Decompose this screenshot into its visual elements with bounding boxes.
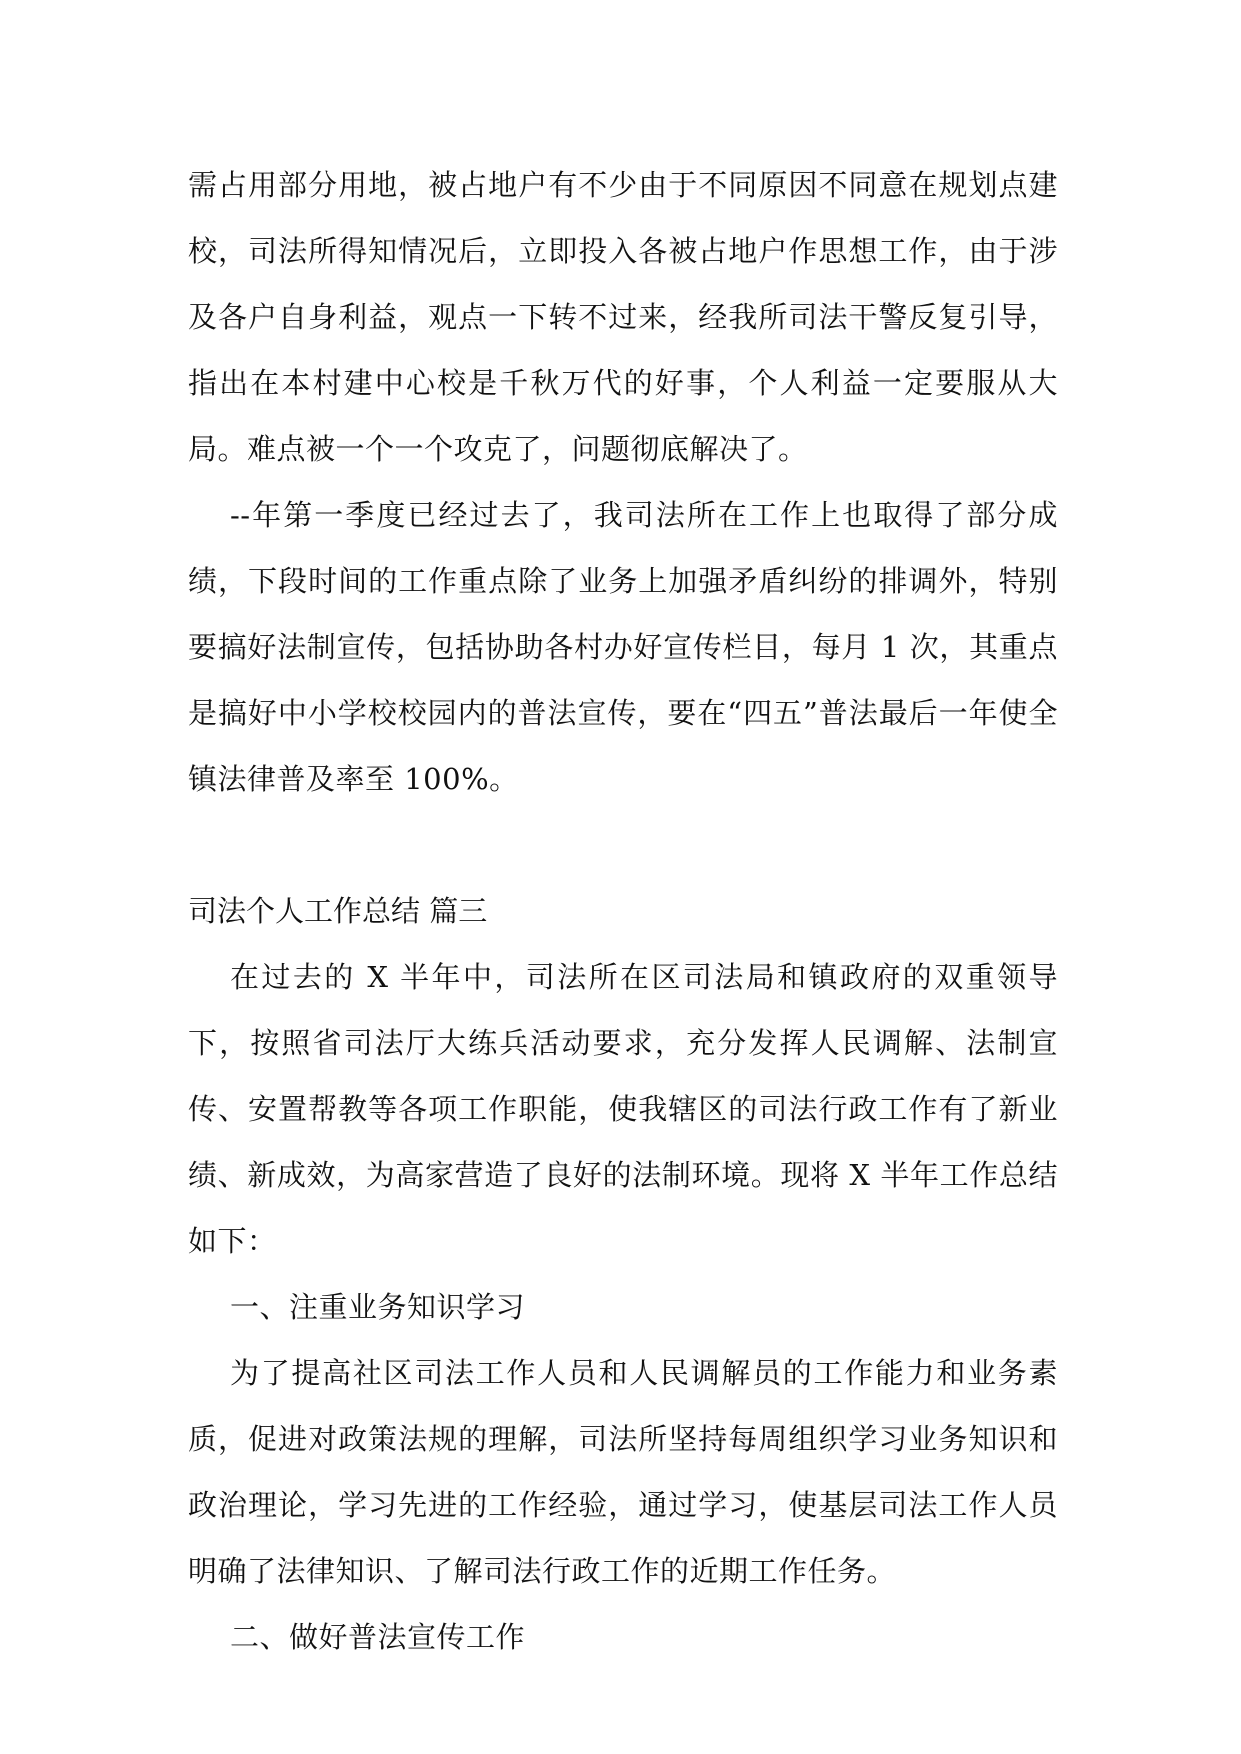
paragraph-continued: 需占用部分用地，被占地户有不少由于不同原因不同意在规划点建校，司法所得知情况后，立即投入各被占地户作思想工作，由于涉及各户自身利益，观点一下转不过来，经我所司法干警反复引导，指出在本村建中心校是千秋万代的好事，个人利益一定要服从大局。难点被一个一个攻克了，问题彻底解决了。 <box>188 168 1058 466</box>
document-body <box>188 152 1058 1670</box>
paragraph-intro: 在过去的 X 半年中，司法所在区司法局和镇政府的双重领导下，按照省司法厅大练兵活动要求，充分发挥人民调解、法制宣传、安置帮教等各项工作职能，使我辖区的司法行政工作有了新业绩、新成效，为高家营造了良好的法制环境。现将 X 半年工作总结如下： <box>188 960 1058 1258</box>
paragraph-item-1: 为了提高社区司法工作人员和人民调解员的工作能力和业务素质，促进对政策法规的理解，司法所坚持每周组织学习业务知识和政治理论，学习先进的工作经验，通过学习，使基层司法工作人员明确了法律知识、了解司法行政工作的近期工作任务。 <box>188 1356 1058 1588</box>
heading-item-2: 二、做好普法宣传工作 <box>230 1620 526 1654</box>
section-spacer <box>188 812 1058 878</box>
heading-item-1: 一、注重业务知识学习 <box>230 1290 526 1324</box>
section-title: 司法个人工作总结 篇三 <box>188 894 488 928</box>
paragraph-quarter-summary: --年第一季度已经过去了，我司法所在工作上也取得了部分成绩，下段时间的工作重点除了业务上加强矛盾纠纷的排调外，特别要搞好法制宣传，包括协助各村办好宣传栏目，每月 1 次，其重点是搞好中小学校校园内的普法宣传，要在“四五”普法最后一年使全镇法律普及率至 100%。 <box>188 498 1058 796</box>
